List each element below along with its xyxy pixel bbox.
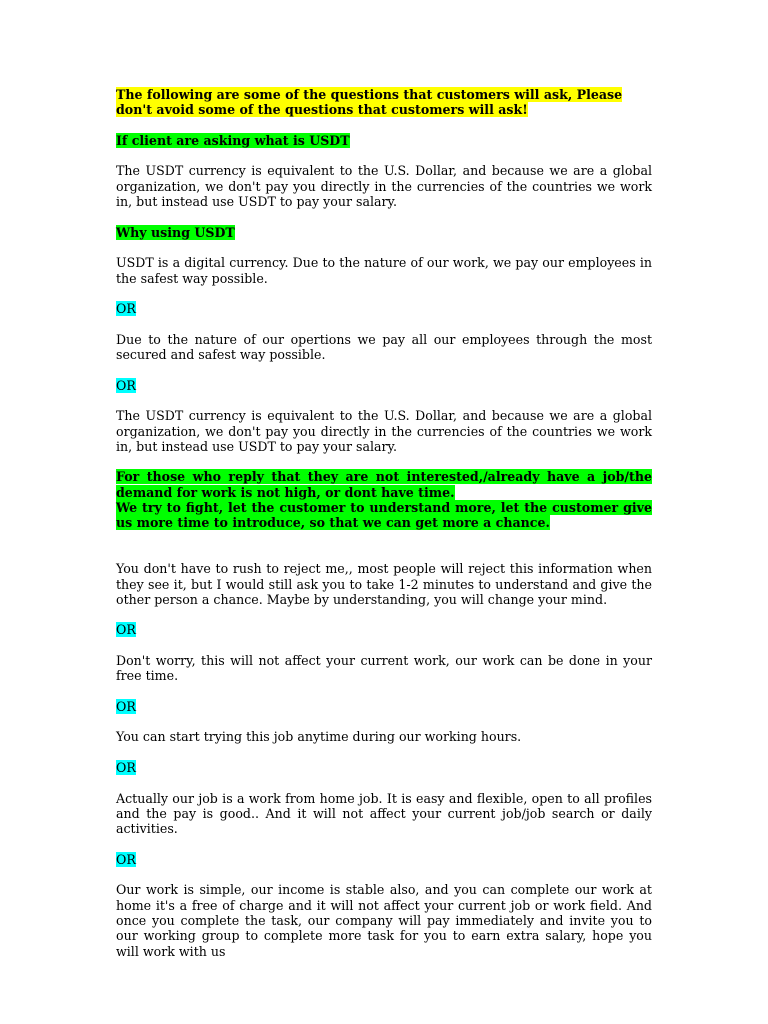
or-separator — [116, 301, 652, 316]
or-separator — [116, 699, 652, 714]
why-usdt-label — [116, 225, 652, 240]
document-page — [116, 87, 652, 959]
usdt-answer: The USDT currency is equivalent to the U.S. Dollar, and because we are a global organization, we don't pay you directly in the currencies of the countries we work in, but instead use USDT to pay your salary. — [116, 163, 652, 210]
intro-heading-text: The following are some of the questions that customers will ask, Please don't avoid some of the questions that customers will ask! — [116, 87, 623, 118]
why-usdt-answer-3: The USDT currency is equivalent to the U.S. Dollar, and because we are a global organization, we don't pay you directly in the currencies of the countries we work in, but instead use USDT to pay your salary. — [116, 408, 652, 454]
not-interested-answer-2: Don't worry, this will not affect your current work, our work can be done in your free time. — [116, 652, 652, 684]
or-separator-text: OR — [116, 377, 136, 393]
usdt-question-label — [116, 133, 652, 148]
intro-heading — [116, 87, 652, 118]
or-separator — [116, 852, 652, 867]
not-interested-label — [116, 469, 652, 530]
usdt-question-label-text: If client are asking what is USDT — [116, 132, 350, 148]
why-usdt-label-text: Why using USDT — [116, 224, 235, 240]
or-separator — [116, 760, 652, 775]
why-usdt-answer-2: Due to the nature of our opertions we pay all our employees through the most secured and safest way possible. — [116, 331, 652, 363]
not-interested-answer-5: Our work is simple, our income is stable also, and you can complete our work at home it's a free of charge and it will not affect your current job or work field. And once you complete the task, our company will pay immediately and invite you to our working group to complete more task for you to earn extra salary, hope you will work with us — [116, 882, 652, 959]
or-separator-text: OR — [116, 851, 136, 867]
or-separator-text: OR — [116, 698, 136, 714]
not-interested-label-text-2: We try to fight, let the customer to understand more, let the customer give us more time to introduce, so that we can get more a chance. — [116, 500, 652, 531]
not-interested-answer-1: You don't have to rush to reject me,, most people will reject this information when they see it, but I would still ask you to take 1-2 minutes to understand and give the other person a chance. Maybe by understanding, you will change your mind. — [116, 561, 652, 607]
or-separator — [116, 622, 652, 637]
not-interested-answer-3: You can start trying this job anytime during our working hours. — [116, 729, 522, 745]
not-interested-label-text-1: For those who reply that they are not interested,/already have a job/the demand for work is not high, or dont have time. — [116, 469, 652, 500]
why-usdt-answer-1: USDT is a digital currency. Due to the nature of our work, we pay our employees in the safest way possible. — [116, 255, 652, 286]
or-separator-text: OR — [116, 301, 136, 317]
or-separator-text: OR — [116, 760, 136, 776]
or-separator-text: OR — [116, 622, 136, 638]
or-separator — [116, 378, 652, 393]
not-interested-answer-4: Actually our job is a work from home job. It is easy and flexible, open to all profiles and the pay is good.. And it will not affect your current job/job search or daily activities. — [116, 790, 652, 837]
